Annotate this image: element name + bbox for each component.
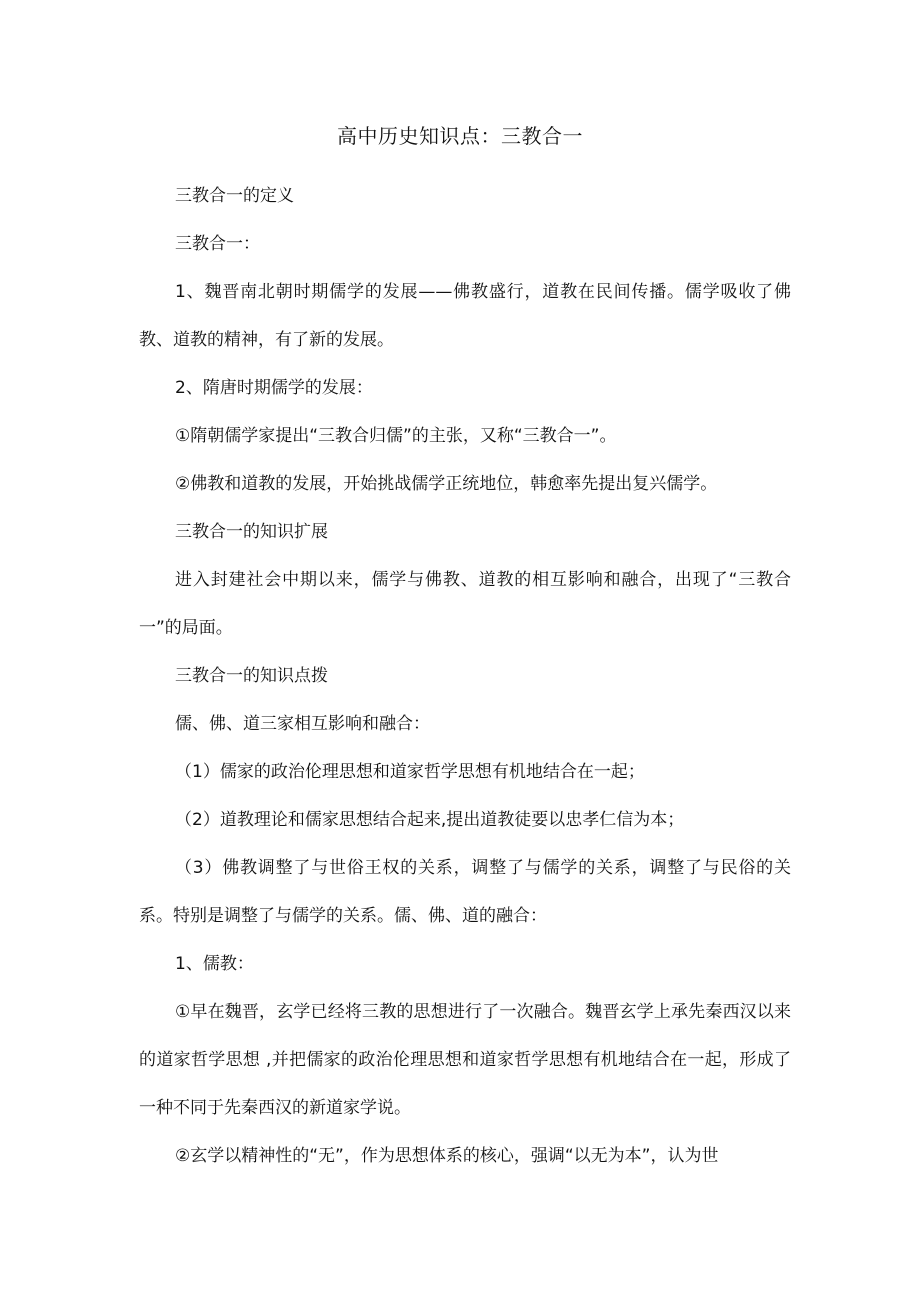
paragraph-heading-definition: 三教合一的定义 (175, 186, 294, 206)
paragraph-heading-extension: 三教合一的知识扩展 (175, 522, 328, 542)
document-title: 高中历史知识点：三教合一 (337, 124, 583, 148)
paragraph-heading-tips: 三教合一的知识点拨 (175, 666, 328, 686)
paragraph: ②佛教和道教的发展，开始挑战儒学正统地位，韩愈率先提出复兴儒学。 (175, 474, 718, 494)
paragraph: 2、隋唐时期儒学的发展： (175, 378, 373, 398)
paragraph: 1、儒教： (175, 954, 254, 974)
paragraph: ②玄学以精神性的“无”，作为思想体系的核心，强调“以无为本”，认为世 (175, 1146, 719, 1166)
paragraph: （1）儒家的政治伦理思想和道家哲学思想有机地结合在一起； (175, 762, 645, 782)
paragraph: （2）道教理论和儒家思想结合起来,提出道教徒要以忠孝仁信为本； (175, 810, 685, 830)
paragraph: （3）佛教调整了与世俗王权的关系，调整了与儒学的关系，调整了与民俗的关系。特别是调整了与儒学的关系。儒、佛、道的融合： (139, 858, 791, 926)
paragraph: 儒、佛、道三家相互影响和融合： (175, 714, 430, 734)
paragraph: 1、魏晋南北朝时期儒学的发展——佛教盛行，道教在民间传播。儒学吸收了佛教、道教的精神，有了新的发展。 (139, 282, 791, 350)
paragraph: 进入封建社会中期以来，儒学与佛教、道教的相互影响和融合，出现了“三教合一”的局面。 (139, 570, 791, 638)
paragraph: 三教合一： (175, 234, 260, 254)
paragraph: ①早在魏晋，玄学已经将三教的思想进行了一次融合。魏晋玄学上承先秦西汉以来的道家哲学思想 ,并把儒家的政治伦理思想和道家哲学思想有机地结合在一起，形成了一种不同于先秦西汉的新道家学说。 (139, 1002, 791, 1118)
paragraph: ①隋朝儒学家提出“三教合归儒”的主张，又称“三教合一”。 (175, 426, 617, 446)
document-body (139, 172, 791, 1180)
